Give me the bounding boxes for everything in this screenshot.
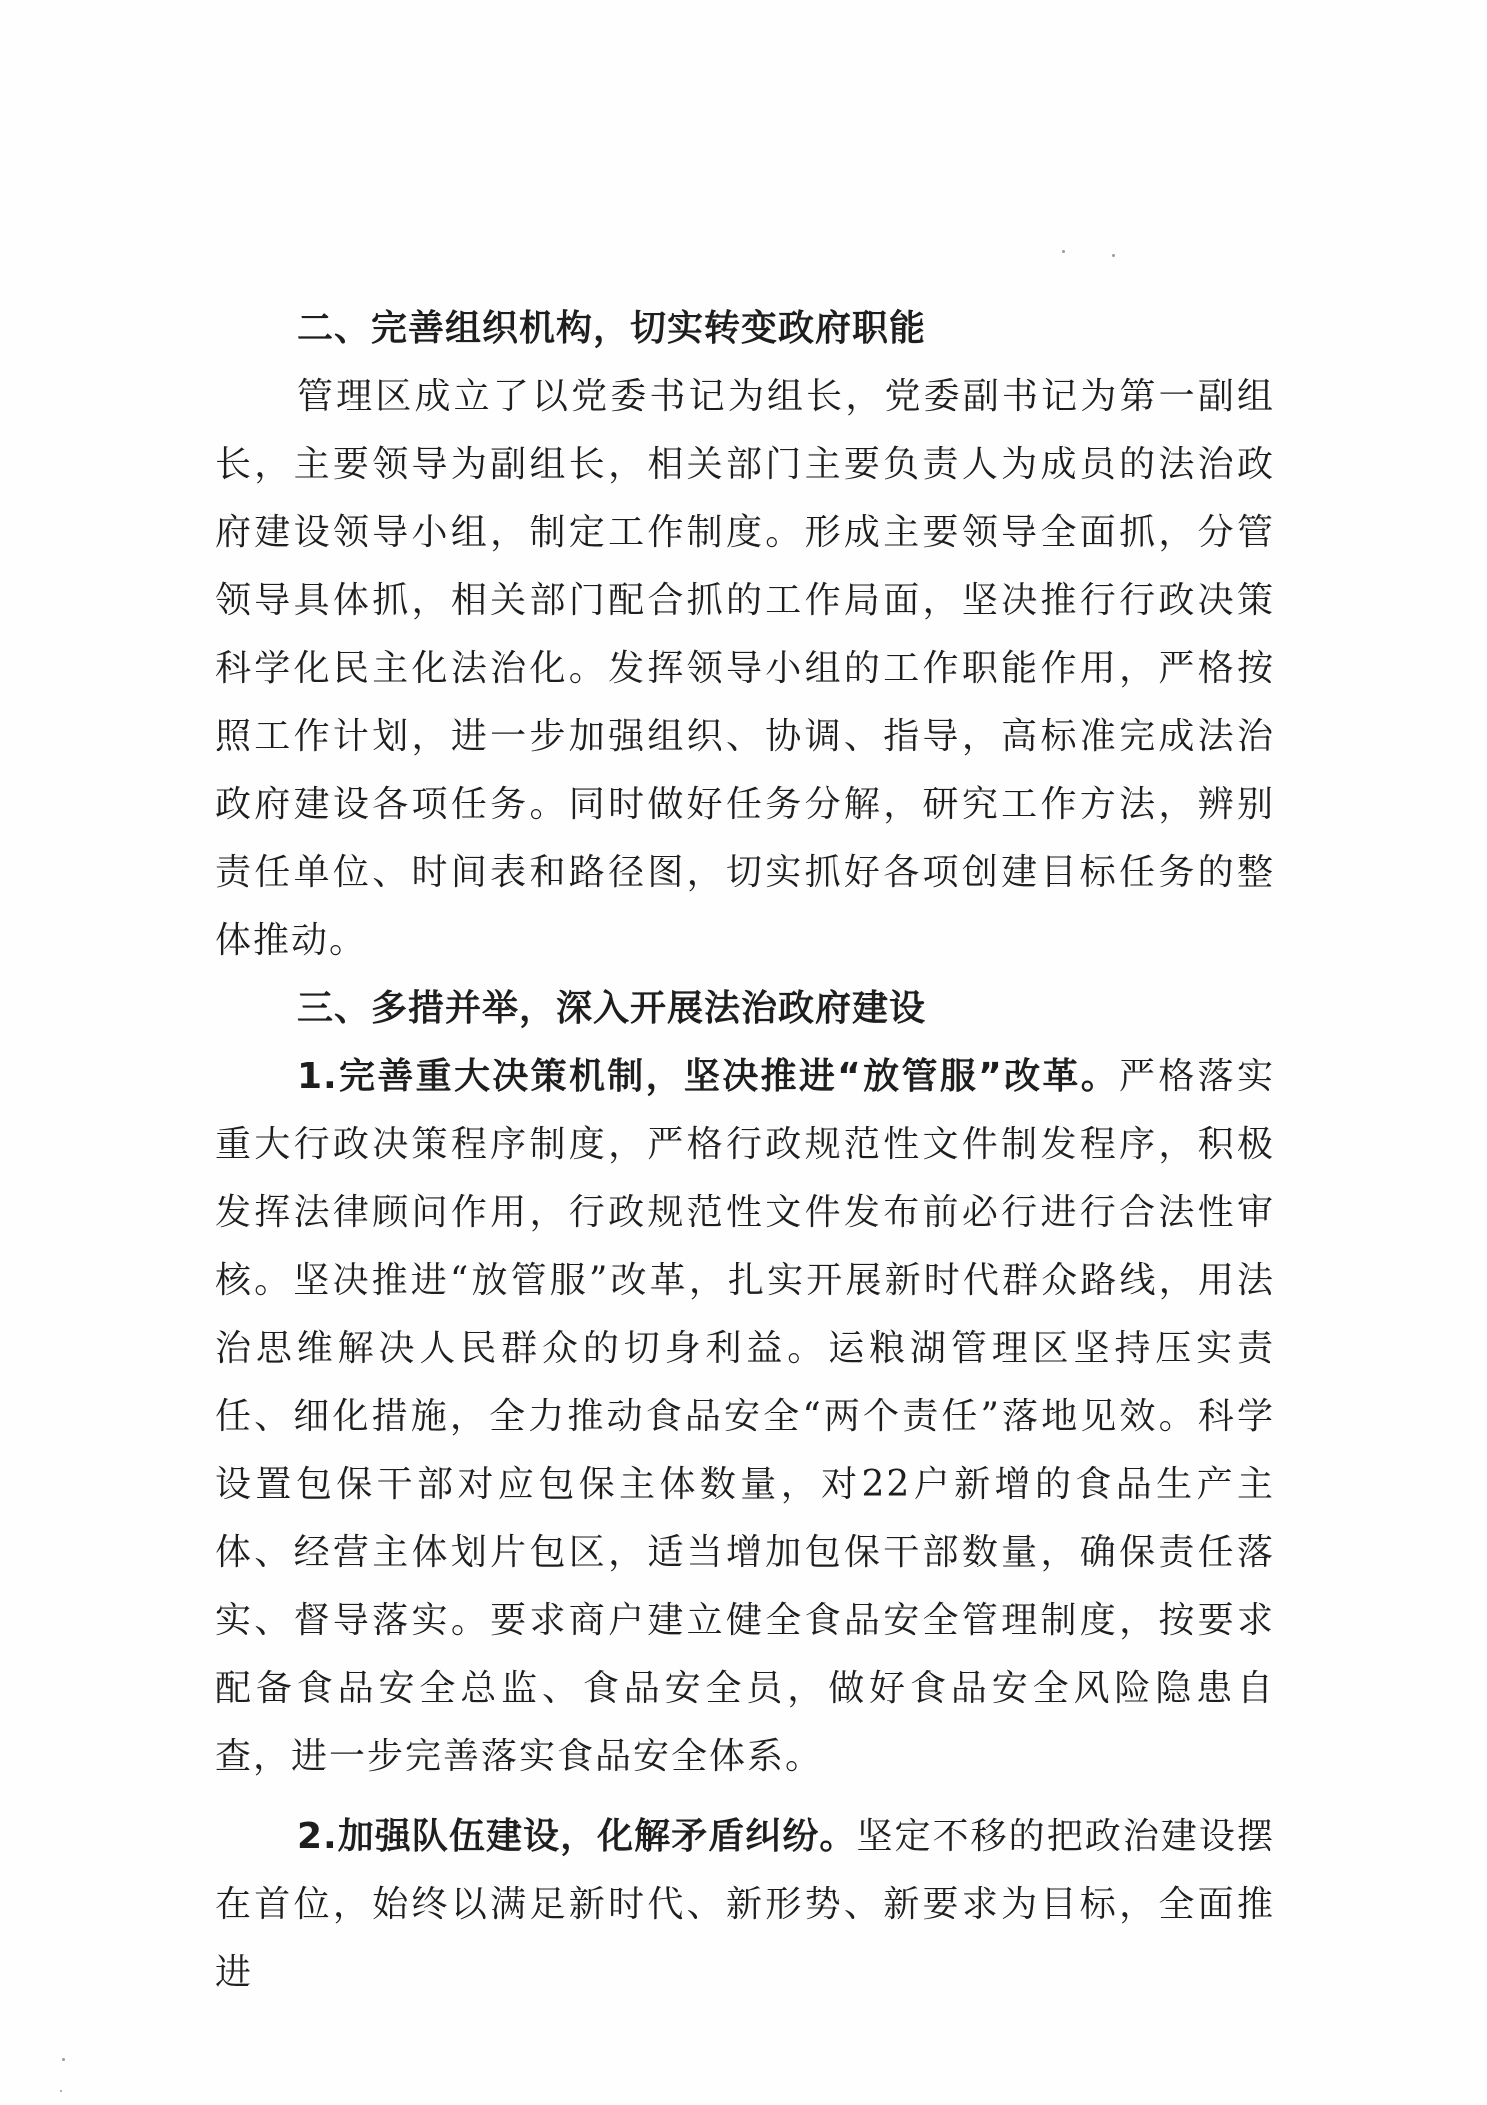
- scan-speck: [60, 2090, 62, 2092]
- scan-speck: [1062, 250, 1065, 253]
- section-2-paragraph: 管理区成立了以党委书记为组长，党委副书记为第一副组长，主要领导为副组长，相关部门主要负责人为成员的法治政府建设领导小组，制定工作制度。形成主要领导全面抓，分管领导具体抓，相关部门配合抓的工作局面，坚决推行行政决策科学化民主化法治化。发挥领导小组的工作职能作用，严格按照工作计划，进一步加强组织、协调、指导，高标准完成法治政府建设各项任务。同时做好任务分解，研究工作方法，辨别责任单位、时间表和路径图，切实抓好各项创建目标任务的整体推动。: [215, 376, 1275, 961]
- scan-speck: [1112, 254, 1115, 257]
- item-1-paragraph: [215, 1043, 1275, 1791]
- item-1-lead: 1.完善重大决策机制，坚决推进“放管服”改革。: [297, 1056, 1120, 1097]
- document-body: [215, 295, 1275, 2007]
- item-2-body: 坚定不移的把政治建设摆在首位，始终以满足新时代、新形势、新要求为目标，全面推进: [215, 1816, 1275, 1993]
- item-1-body: 严格落实重大行政决策程序制度，严格行政规范性文件制发程序，积极发挥法律顾问作用，行政规范性文件发布前必行进行合法性审核。坚决推进“放管服”改革，扎实开展新时代群众路线，用法治思维解决人民群众的切身利益。运粮湖管理区坚持压实责任、细化措施，全力推动食品安全“两个责任”落地见效。科学设置包保干部对应包保主体数量，对22户新增的食品生产主体、经营主体划片包区，适当增加包保干部数量，确保责任落实、督导落实。要求商户建立健全食品安全管理制度，按要求配备食品安全总监、食品安全员，做好食品安全风险隐患自查，进一步完善落实食品安全体系。: [215, 1056, 1275, 1777]
- scan-speck: [62, 2058, 65, 2061]
- section-heading-2: 二、完善组织机构，切实转变政府职能: [297, 308, 927, 349]
- section-heading-3: 三、多措并举，深入开展法治政府建设: [297, 988, 927, 1029]
- item-2-lead: 2.加强队伍建设，化解矛盾纠纷。: [297, 1816, 857, 1857]
- item-2-paragraph: [215, 1803, 1275, 2007]
